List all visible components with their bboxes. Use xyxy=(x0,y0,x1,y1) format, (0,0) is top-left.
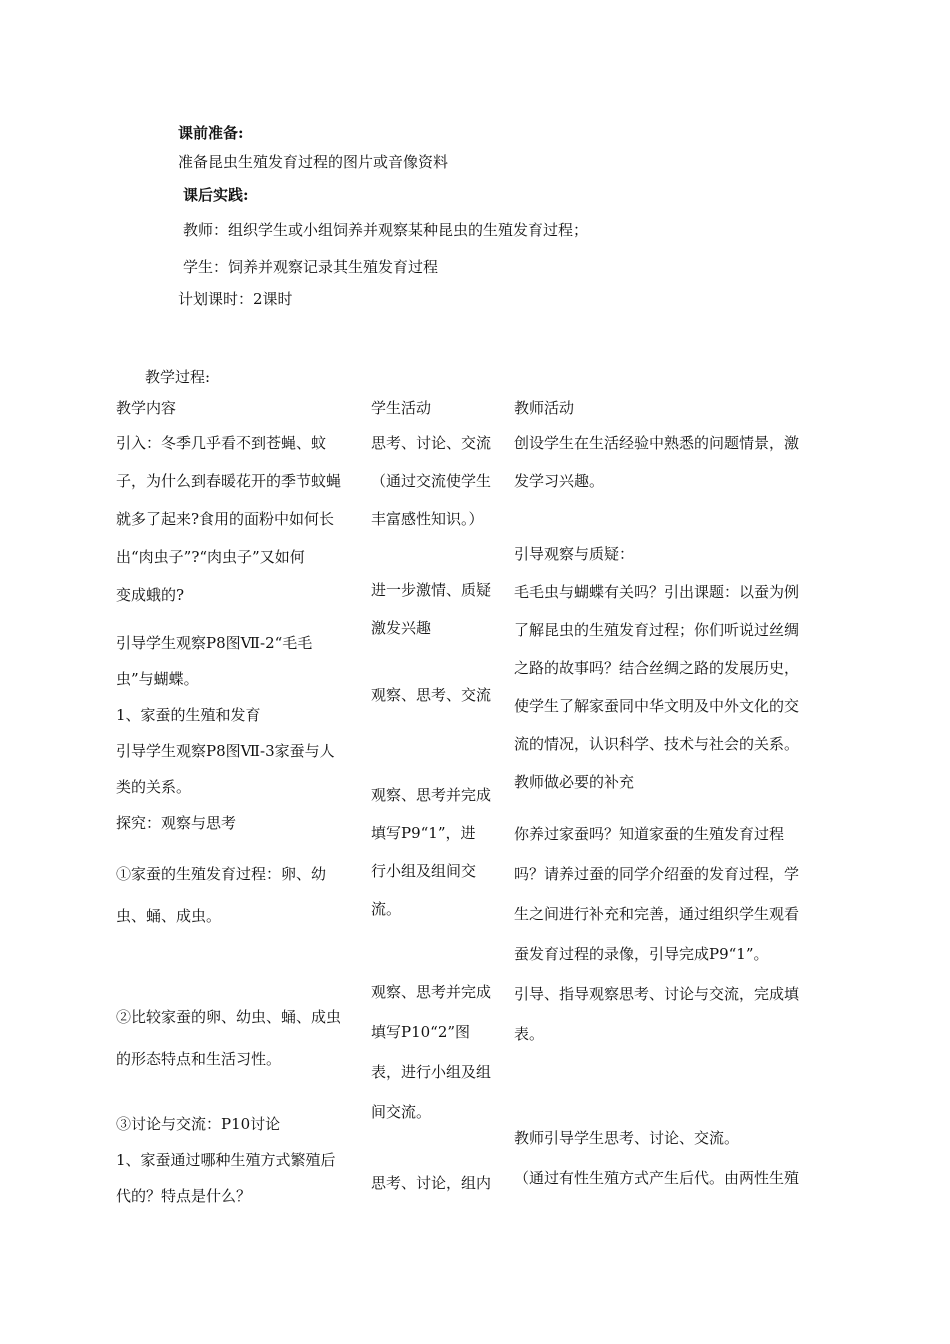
teacher-line: 了解昆虫的生殖发育过程；你们听说过丝绸 xyxy=(514,621,800,639)
content-line: 1、家蚕通过哪种生殖方式繁殖后 xyxy=(116,1151,336,1169)
student-line: 丰富感性知识。） xyxy=(371,510,484,528)
teacher-column-2 xyxy=(514,535,799,801)
content-column xyxy=(116,424,341,614)
content-line: ②比较家蚕的卵、幼虫、蛹、成虫 xyxy=(116,1008,342,1026)
student-line: 观察、思考并完成 xyxy=(371,786,492,804)
content-line: 探究：观察与思考 xyxy=(116,814,237,832)
teacher-line: 生之间进行补充和完善，通过组织学生观看 xyxy=(514,905,800,923)
content-line: 引导学生观察P8图Ⅶ-3家蚕与人 xyxy=(116,742,335,760)
content-column-4 xyxy=(116,996,341,1080)
student-column-5 xyxy=(371,972,491,1132)
student-line: （通过交流使学生 xyxy=(371,472,492,490)
teacher-line: 你养过家蚕吗？知道家蚕的生殖发育过程 xyxy=(514,825,785,843)
prep-heading: 课前准备: xyxy=(178,124,244,142)
content-line: ①家蚕的生殖发育过程：卵、幼 xyxy=(116,865,327,883)
teacher-column xyxy=(514,424,799,500)
teacher-line: 引导、指导观察思考、讨论与交流，完成填 xyxy=(514,985,800,1003)
planned-hours: 计划课时：2课时 xyxy=(178,290,293,308)
content-line: 引入：冬季几乎看不到苍蝇、蚊 xyxy=(116,434,327,452)
teacher-line: 引导观察与质疑： xyxy=(514,545,635,563)
student-line: 观察、思考、交流 xyxy=(371,686,492,704)
after-heading: 课后实践: xyxy=(183,186,249,204)
teacher-line: 教师引导学生思考、讨论、交流。 xyxy=(514,1129,740,1147)
teacher-line: 创设学生在生活经验中熟悉的问题情景，激 xyxy=(514,434,800,452)
after-teacher: 教师：组织学生或小组饲养并观察某种昆虫的生殖发育过程； xyxy=(183,221,589,239)
student-line: 思考、讨论、交流 xyxy=(371,434,492,452)
student-line: 激发兴趣 xyxy=(371,619,432,637)
student-line: 行小组及组间交 xyxy=(371,862,477,880)
content-line: 代的？特点是什么？ xyxy=(116,1187,252,1205)
content-line: 就多了起来?食用的面粉中如何长 xyxy=(116,510,335,528)
student-column-4 xyxy=(371,776,491,928)
content-line: 变成蛾的? xyxy=(116,586,185,604)
student-line: 进一步激情、质疑 xyxy=(371,581,492,599)
after-student: 学生：饲养并观察记录其生殖发育过程 xyxy=(183,258,439,276)
student-column xyxy=(371,424,491,538)
process-title: 教学过程: xyxy=(145,368,211,386)
content-column-2 xyxy=(116,625,335,841)
student-line: 流。 xyxy=(371,900,402,918)
student-line: 填写P10“2”图 xyxy=(371,1023,471,1041)
teacher-line: 之路的故事吗？结合丝绸之路的发展历史， xyxy=(514,659,800,677)
header-teacher: 教师活动 xyxy=(514,399,575,417)
student-line: 表，进行小组及组 xyxy=(371,1063,492,1081)
student-line: 思考、讨论，组内 xyxy=(371,1174,492,1192)
content-line: 类的关系。 xyxy=(116,778,192,796)
student-line: 填写P9“1”，进 xyxy=(371,824,476,842)
teacher-column-4 xyxy=(514,1118,799,1198)
teacher-line: 使学生了解家蚕同中华文明及中外文化的交 xyxy=(514,697,800,715)
student-column-3 xyxy=(371,676,491,714)
content-line: 1、家蚕的生殖和发育 xyxy=(116,706,261,724)
student-line: 间交流。 xyxy=(371,1103,432,1121)
header-student: 学生活动 xyxy=(371,399,432,417)
teacher-line: 吗？请养过蚕的同学介绍蚕的发育过程，学 xyxy=(514,865,800,883)
prep-text: 准备昆虫生殖发育过程的图片或音像资料 xyxy=(178,153,449,171)
teacher-line: 蚕发育过程的录像，引导完成P9“1”。 xyxy=(514,945,769,963)
content-line: 的形态特点和生活习性。 xyxy=(116,1050,282,1068)
content-line: 虫”与蝴蝶。 xyxy=(116,670,199,688)
content-line: 子，为什么到春暖花开的季节蚊蝇 xyxy=(116,472,342,490)
teacher-line: （通过有性生殖方式产生后代。由两性生殖 xyxy=(514,1169,800,1187)
content-line: 虫、蛹、成虫。 xyxy=(116,907,222,925)
content-column-5 xyxy=(116,1106,336,1214)
content-line: 出“肉虫子”?“肉虫子”又如何 xyxy=(116,548,305,566)
teacher-column-3 xyxy=(514,814,799,1054)
student-column-6 xyxy=(371,1164,491,1202)
student-line: 观察、思考并完成 xyxy=(371,983,492,1001)
teacher-line: 发学习兴趣。 xyxy=(514,472,605,490)
teacher-line: 教师做必要的补充 xyxy=(514,773,635,791)
teacher-line: 毛毛虫与蝴蝶有关吗？引出课题：以蚕为例 xyxy=(514,583,800,601)
content-line: ③讨论与交流：P10讨论 xyxy=(116,1115,281,1133)
student-column-2 xyxy=(371,571,491,647)
header-content: 教学内容 xyxy=(116,399,177,417)
teacher-line: 流的情况，认识科学、技术与社会的关系。 xyxy=(514,735,800,753)
content-column-3 xyxy=(116,853,326,937)
teacher-line: 表。 xyxy=(514,1025,545,1043)
content-line: 引导学生观察P8图Ⅶ-2“毛毛 xyxy=(116,634,313,652)
